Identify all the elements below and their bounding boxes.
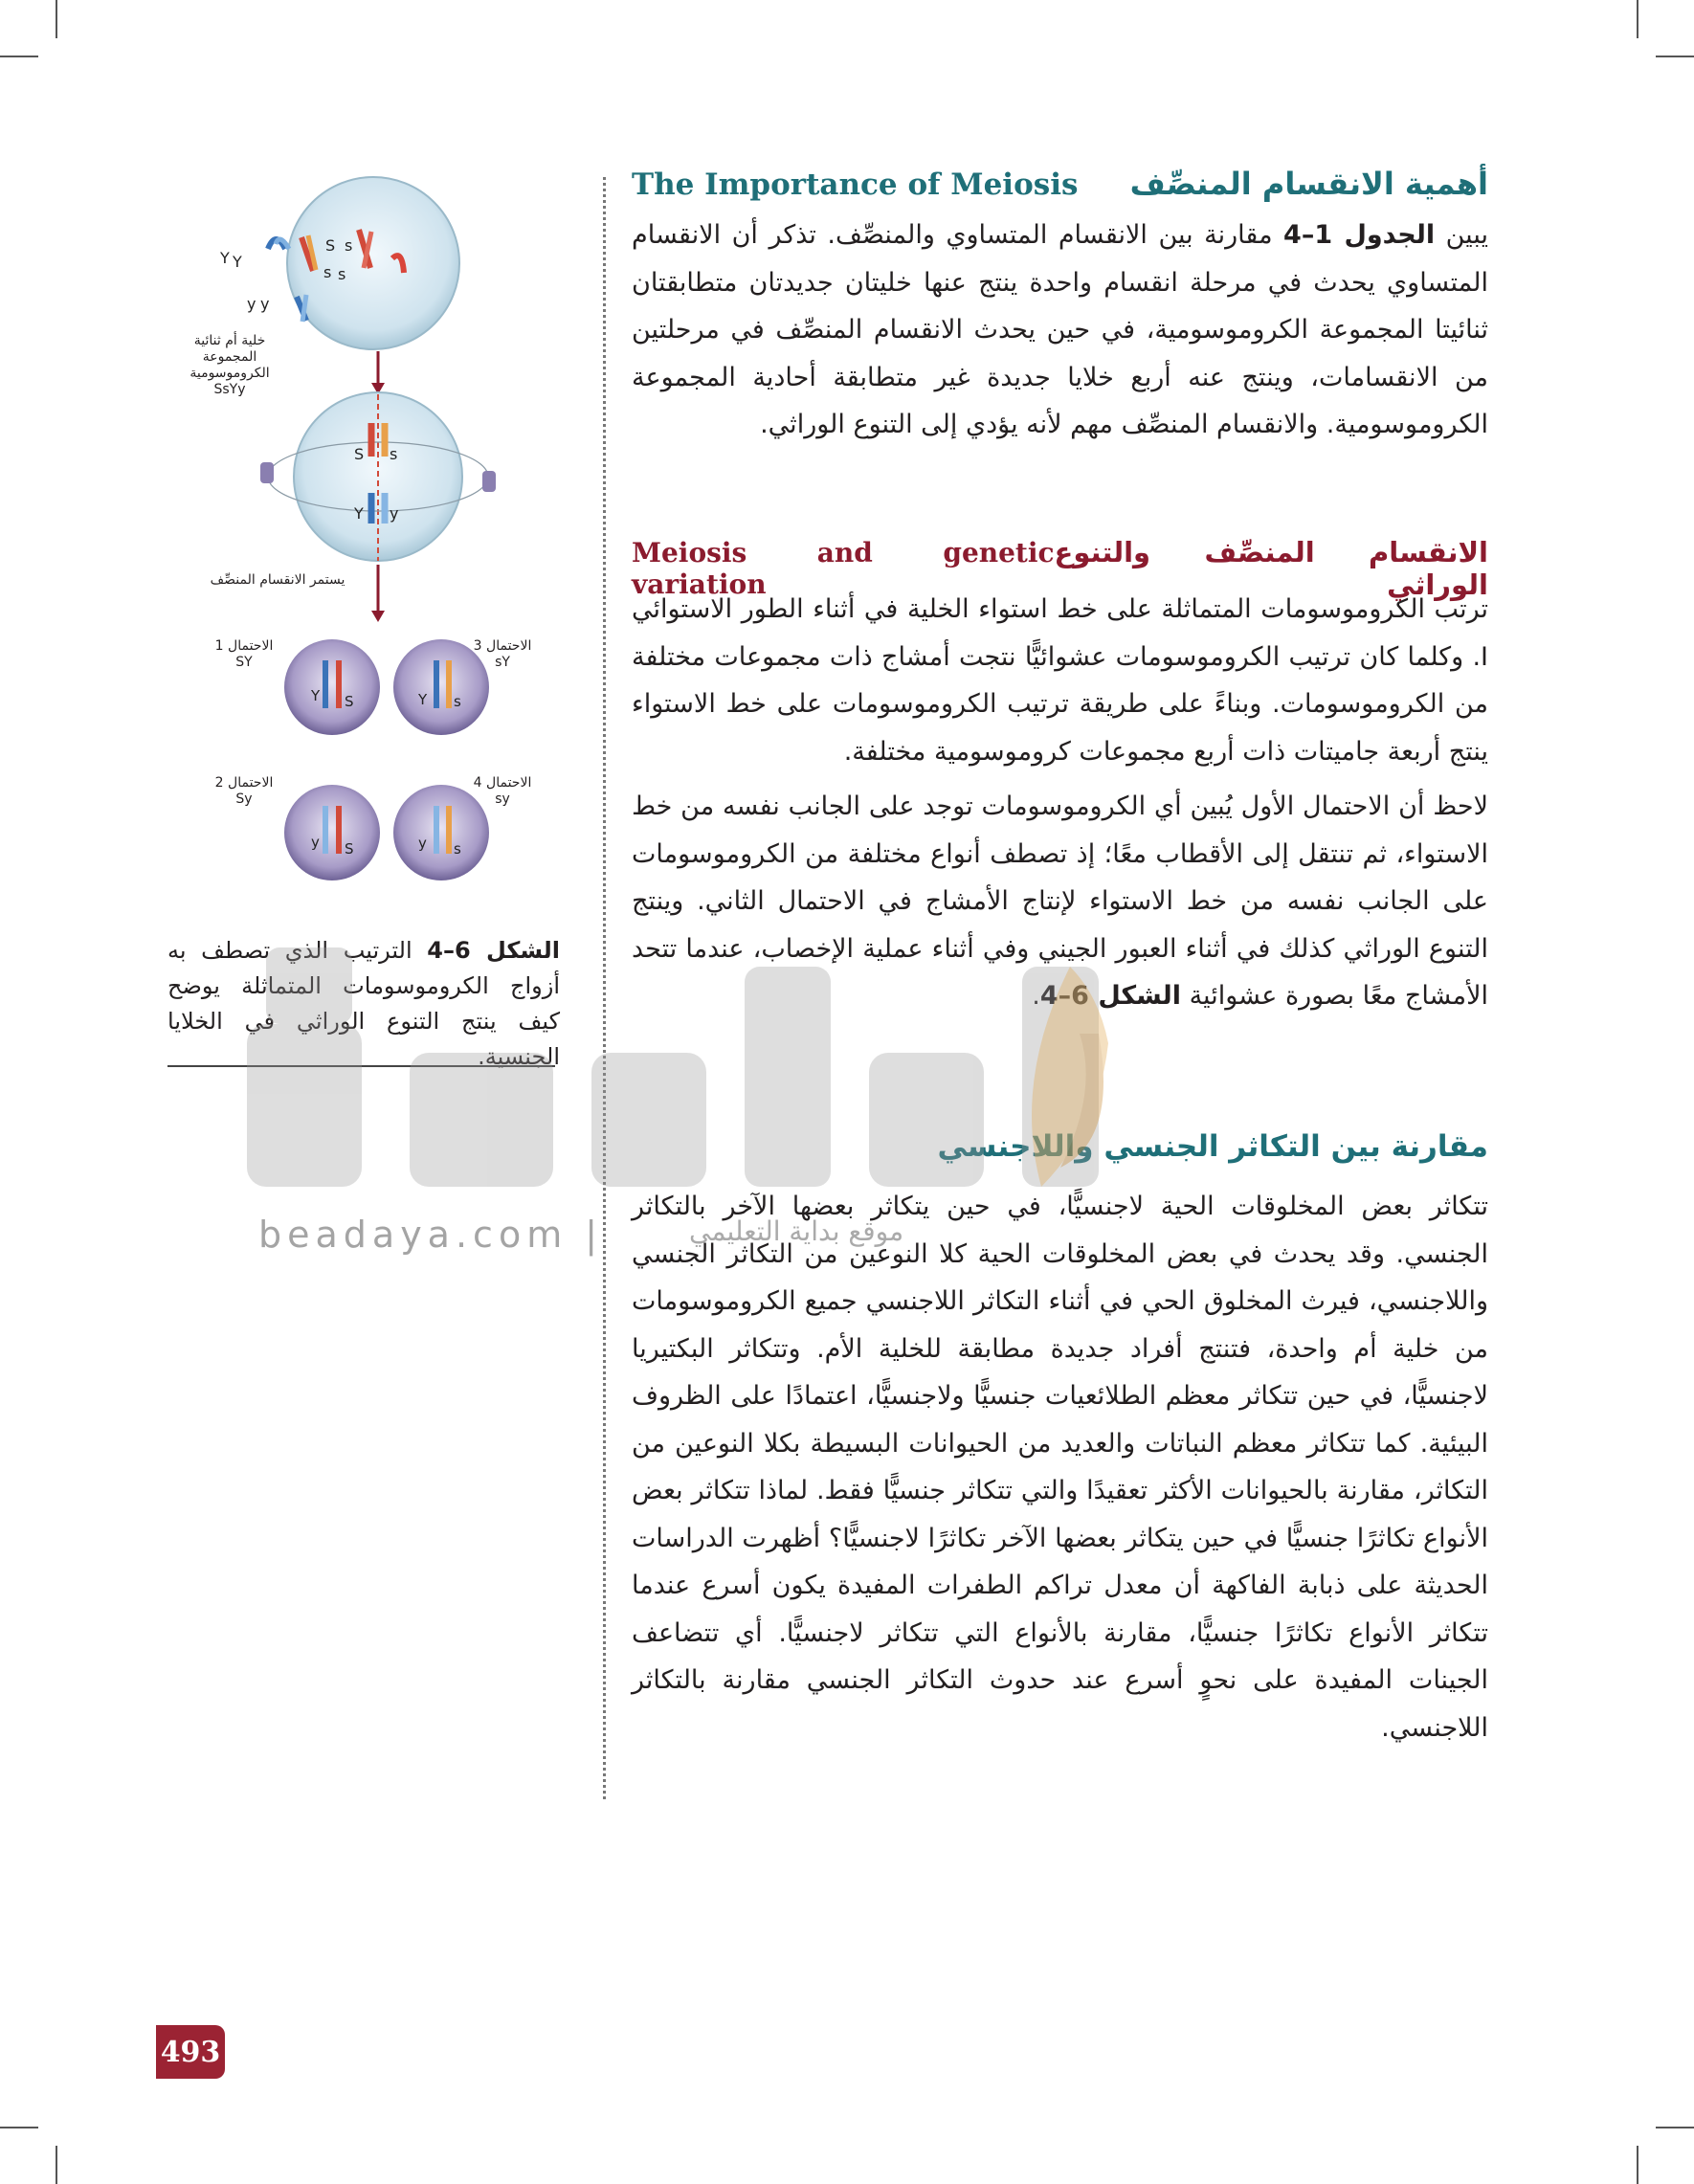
watermark-url: beadaya.com | (258, 1214, 604, 1256)
arrow-head (371, 611, 385, 622)
text: مقارنة بين الانقسام المتساوي والمنصِّف. تذكر أن الانقسام المتساوي يحدث في مرحلة انقسام واحدة ينتج عنها خليتان جديدتان متطابقتان ثنائيتا المجموعة الكروموسومية، في حين يحدث الانقسام المنصِّف في مرحلتين من الانقسامات، وينتج عنه أربع خلايا جديدة غير متطابقة أحادية المجموعة الكروموسومية. والانقسام المنصِّف مهم لأنه يؤدي إلى التنوع الوراثي. (632, 220, 1488, 439)
genotype: sY (495, 655, 510, 670)
gene-label: Y (233, 253, 242, 271)
gene-label: Y (311, 687, 321, 704)
genotype: SY (235, 655, 253, 670)
centriole (260, 462, 274, 483)
figure-diagram (163, 172, 565, 928)
section-genetic-variation (632, 536, 1488, 1020)
column-divider (603, 177, 606, 1799)
gene-label: s (345, 236, 353, 255)
gamete-1 (284, 639, 380, 735)
table-reference: الجدول 1–4 (1283, 220, 1436, 250)
gene-label: s (454, 693, 461, 710)
crop-mark (1637, 2146, 1638, 2184)
label-text: الاحتمال 2 (214, 775, 274, 791)
watermark-site: موقع بداية التعليمي (689, 1215, 904, 1247)
gene-label: S (345, 693, 354, 710)
figure-meiosis (163, 172, 565, 928)
text: لاحظ أن الاحتمال الأول يُبين أي الكروموسومات توجد على الجانب نفسه من خط الاستواء، ثم تنتقل إلى الأقطاب معًا؛ إذ تصطف أنواع مختلفة من الكروموسومات على الجانب نفسه من خط الاستواء لإنتاج الأمشاج في الاحتمال الثاني. وينتج التنوع الوراثي كذلك في أثناء العبور الجيني وفي أثناء عملية الإخصاب، عندما تتحد الأمشاج معًا بصورة عشوائية (632, 791, 1488, 1011)
crop-mark (56, 0, 57, 38)
figure-caption (167, 933, 560, 1075)
label-text: الاحتمال 3 (473, 638, 532, 654)
possibility-3-label (459, 638, 546, 671)
genotype: SsYy (213, 382, 246, 397)
crop-mark (0, 2127, 38, 2128)
text: يبين (1435, 220, 1488, 250)
heading-arabic: مقارنة بين التكاثر الجنسي واللاجنسي (937, 1129, 1488, 1164)
crop-mark (1656, 2127, 1694, 2128)
gene-label: Y (354, 504, 364, 523)
label-text: يستمر الانقسام المنصِّف (210, 572, 345, 588)
heading-arabic: الانقسام المنصِّف والتنوع الوراثي (1054, 536, 1488, 601)
section-heading (632, 1129, 1488, 1183)
label-text: خلية أم ثنائية المجموعة الكروموسومية (189, 333, 270, 381)
heading-english: Meiosis and genetic variation (632, 537, 1055, 600)
label-text: الاحتمال 1 (214, 638, 274, 654)
continue-label (182, 572, 373, 589)
gene-label: S (345, 840, 354, 858)
paragraph (632, 783, 1488, 1020)
crop-mark (0, 56, 38, 57)
paragraph: تتكاثر بعض المخلوقات الحية لاجنسيًّا، في حين يتكاثر بعضها الآخر بالتكاثر الجنسي. وقد يحدث في بعض المخلوقات الحية كلا النوعين من التكاثر الجنسي واللاجنسي، فيرث المخلوق الحي في أثناء التكاثر اللاجنسي جميع الكروموسومات من خلية أم واحدة، فتنتج أفراد جديدة مطابقة للخلية الأم. وتتكاثر البكتيريا لاجنسيًّا، في حين تتكاثر معظم الطلائعيات جنسيًّا ولاجنسيًّا، اعتمادًا على الظروف البيئية. كما تتكاثر معظم النباتات والعديد من الحيوانات البسيطة بكلا النوعين من التكاثر، مقارنة بالحيوانات الأكثر تعقيدًا والتي تتكاثر جنسيًّا فقط. لماذا تتكاثر بعض الأنواع تكاثرًا جنسيًّا في حين يتكاثر بعضها الآخر تكاثرًا لاجنسيًّا؟ أظهرت الدراسات الحديثة على ذبابة الفاكهة أن معدل تراكم الطفرات المفيدة يكون أسرع عندما تتكاثر الأنواع تكاثرًا جنسيًّا، مقارنة بالأنواع التي تتكاثر لاجنسيًّا. أي تتضاعف الجينات المفيدة على نحوٍ أسرع عند حدوث التكاثر الجنسي مقارنة بالتكاثر اللاجنسي. (632, 1192, 1488, 1743)
section-heading (632, 166, 1488, 212)
figure-reference: الشكل 6–4 (1039, 981, 1181, 1011)
genotype: Sy (235, 791, 253, 807)
gene-label: s (454, 840, 461, 858)
caption-text: الترتيب الذي تصطف به أزواج الكروموسومات المتماثلة يوضح كيف ينتج التنوع الوراثي في الخلايا الجنسية. (167, 937, 560, 1070)
possibility-1-label (201, 638, 287, 671)
gene-label: y (260, 295, 270, 313)
gene-label: s (390, 445, 398, 463)
gene-label: S (354, 445, 365, 463)
heading-arabic: أهمية الانقسام المنصِّف (1129, 166, 1488, 202)
gene-label: y (390, 504, 399, 523)
section-importance (632, 166, 1488, 449)
gene-label: y (311, 834, 320, 851)
crop-mark (1637, 0, 1638, 38)
centriole (482, 471, 496, 492)
caption-divider (167, 1065, 555, 1067)
label-text: الاحتمال 4 (473, 775, 532, 791)
heading-english: The Importance of Meiosis (632, 167, 1079, 202)
gene-label: Y (418, 691, 428, 708)
paragraph: ترتب الكروموسومات المتماثلة على خط استواء الخلية في أثناء الطور الاستوائي I. وكلما كان ترتيب الكروموسومات عشوائيًّا نتجت أمشاج ذات مجموعات مختلفة من الكروموسومات. وبناءً على طريقة ترتيب الكروموسومات على خط الاستواء ينتج أربعة جاميتات ذات أربع مجموعات كروموسومية مختلفة. (632, 594, 1488, 767)
section-heading (632, 536, 1488, 601)
gene-label: y (247, 295, 256, 313)
genotype: sy (495, 791, 510, 807)
caption-label: الشكل 6–4 (427, 937, 560, 964)
gene-label: Y (220, 249, 230, 267)
page-number: 493 (156, 2025, 225, 2079)
gene-label: S (325, 236, 336, 255)
gene-label: s (338, 265, 346, 283)
possibility-4-label (459, 775, 546, 808)
possibility-2-label (201, 775, 287, 808)
gene-label: y (418, 835, 427, 852)
mother-cell-label (167, 333, 292, 398)
gene-label: s (323, 263, 332, 281)
crop-mark (56, 2146, 57, 2184)
crop-mark (1656, 56, 1694, 57)
text: . (1032, 981, 1040, 1011)
gamete-2 (284, 785, 380, 880)
paragraph (632, 212, 1488, 449)
